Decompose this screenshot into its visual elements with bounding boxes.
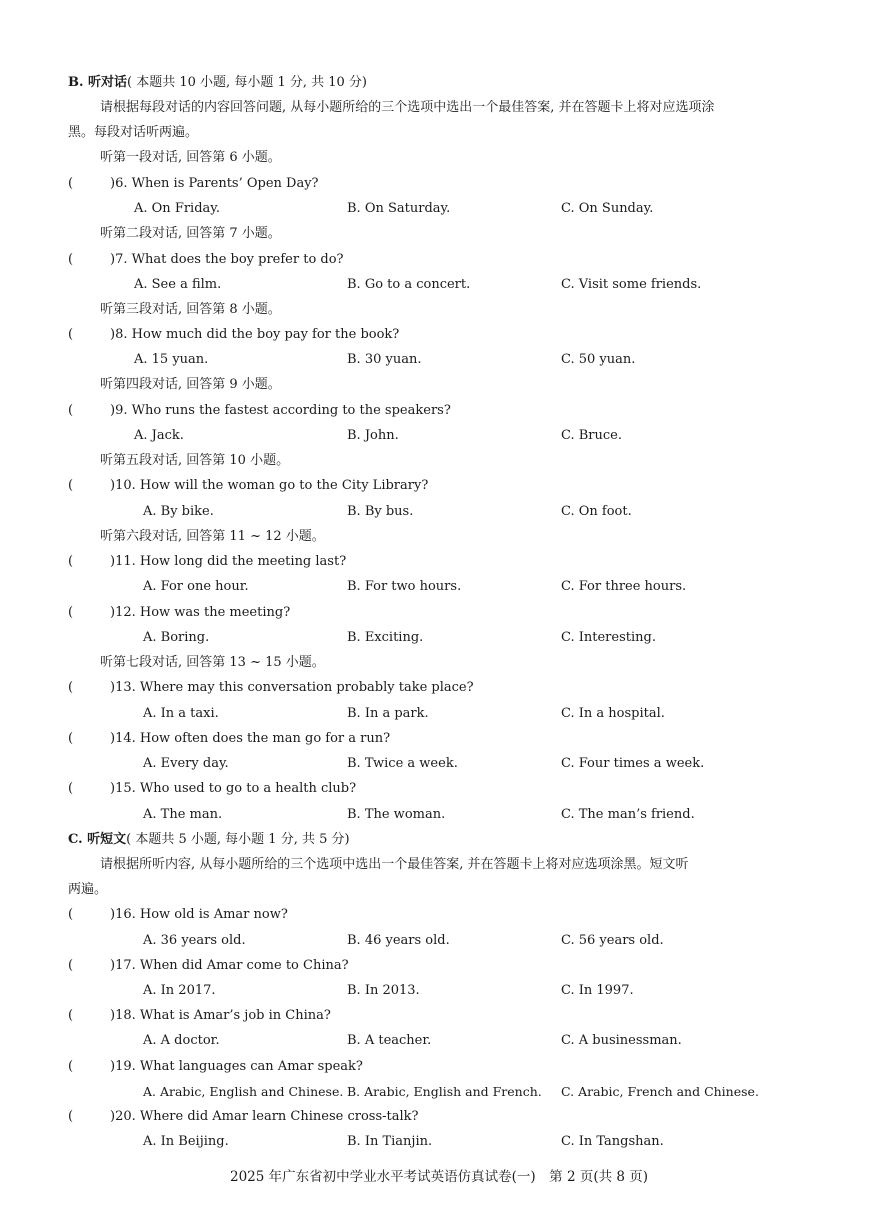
section-b-instruction-2: 黑。每段对话听两遍。 — [68, 125, 199, 140]
dialogue-intro: 听第一段对话, 回答第 6 小题。 — [100, 150, 281, 165]
option-c: C. On foot. — [561, 504, 632, 519]
option-b: B. Go to a concert. — [347, 277, 471, 292]
option-c: C. The man’s friend. — [561, 807, 695, 822]
question-text: )16. How old is Amar now? — [110, 907, 288, 922]
option-c: C. Bruce. — [561, 428, 622, 443]
question-text: )20. Where did Amar learn Chinese cross-talk? — [110, 1109, 419, 1124]
answer-bracket: ( — [68, 554, 74, 569]
answer-bracket: ( — [68, 1059, 74, 1074]
dialogue-intro: 听第五段对话, 回答第 10 小题。 — [100, 453, 290, 468]
section-c-instruction-2: 两遍。 — [68, 882, 108, 897]
answer-bracket: ( — [68, 731, 74, 746]
question-text: )8. How much did the boy pay for the book? — [110, 327, 400, 342]
option-b: B. John. — [347, 428, 399, 443]
answer-bracket: ( — [68, 605, 74, 620]
section-b-note: ( 本题共 10 小题, 每小题 1 分, 共 10 分) — [127, 75, 368, 90]
option-b: B. 30 yuan. — [347, 352, 422, 367]
option-c: C. In Tangshan. — [561, 1134, 664, 1149]
question-text: )6. When is Parents’ Open Day? — [110, 176, 319, 191]
question-text: )15. Who used to go to a health club? — [110, 781, 357, 796]
option-c: C. A businessman. — [561, 1033, 682, 1048]
dialogue-intro: 听第四段对话, 回答第 9 小题。 — [100, 377, 281, 392]
answer-bracket: ( — [68, 176, 74, 191]
option-c: C. Visit some friends. — [561, 277, 702, 292]
answer-bracket: ( — [68, 478, 74, 493]
option-c: C. Arabic, French and Chinese. — [561, 1084, 759, 1099]
answer-bracket: ( — [68, 327, 74, 342]
option-a: A. See a film. — [134, 277, 222, 292]
option-c: C. On Sunday. — [561, 201, 654, 216]
answer-bracket: ( — [68, 680, 74, 695]
option-a: A. Every day. — [143, 756, 229, 771]
option-c: C. 56 years old. — [561, 933, 664, 948]
option-b: B. A teacher. — [347, 1033, 432, 1048]
question-text: )19. What languages can Amar speak? — [110, 1059, 363, 1074]
question-text: )17. When did Amar come to China? — [110, 958, 349, 973]
option-b: B. 46 years old. — [347, 933, 450, 948]
question-text: )14. How often does the man go for a run? — [110, 731, 391, 746]
option-c: C. In a hospital. — [561, 706, 665, 721]
question-text: )12. How was the meeting? — [110, 605, 291, 620]
option-a: A. In Beijing. — [143, 1134, 229, 1149]
option-a: A. In 2017. — [143, 983, 216, 998]
question-text: )9. Who runs the fastest according to the speakers? — [110, 403, 451, 418]
option-b: B. The woman. — [347, 807, 446, 822]
option-b: B. Exciting. — [347, 630, 424, 645]
option-a: A. Boring. — [143, 630, 210, 645]
section-b-instruction-1: 请根据每段对话的内容回答问题, 从每小题所给的三个选项中选出一个最佳答案, 并在答题卡上将对应选项涂 — [100, 100, 715, 115]
section-c-note: ( 本题共 5 小题, 每小题 1 分, 共 5 分) — [126, 832, 350, 847]
section-c-instruction-1: 请根据所听内容, 从每小题所给的三个选项中选出一个最佳答案, 并在答题卡上将对应选项涂黑。短文听 — [100, 857, 689, 872]
option-c: C. In 1997. — [561, 983, 634, 998]
option-a: A. 36 years old. — [143, 933, 246, 948]
question-text: )13. Where may this conversation probably take place? — [110, 680, 474, 695]
option-b: B. On Saturday. — [347, 201, 451, 216]
option-c: C. Four times a week. — [561, 756, 705, 771]
question-text: )7. What does the boy prefer to do? — [110, 252, 344, 267]
option-a: A. In a taxi. — [143, 706, 219, 721]
answer-bracket: ( — [68, 252, 74, 267]
option-b: B. In a park. — [347, 706, 429, 721]
option-c: C. For three hours. — [561, 579, 687, 594]
question-text: )10. How will the woman go to the City Library? — [110, 478, 429, 493]
dialogue-intro: 听第二段对话, 回答第 7 小题。 — [100, 226, 281, 241]
answer-bracket: ( — [68, 958, 74, 973]
option-a: A. Jack. — [134, 428, 184, 443]
option-a: A. The man. — [143, 807, 223, 822]
option-a: A. 15 yuan. — [134, 352, 209, 367]
question-text: )11. How long did the meeting last? — [110, 554, 347, 569]
option-b: B. Arabic, English and French. — [347, 1084, 542, 1099]
option-b: B. By bus. — [347, 504, 414, 519]
option-b: B. In Tianjin. — [347, 1134, 433, 1149]
option-b: B. For two hours. — [347, 579, 462, 594]
option-a: A. Arabic, English and Chinese. — [143, 1084, 344, 1099]
section-b-heading — [68, 74, 367, 92]
option-a: A. On Friday. — [134, 201, 221, 216]
section-c-heading — [68, 831, 350, 849]
section-b-title: B. 听对话 — [68, 75, 128, 90]
answer-bracket: ( — [68, 781, 74, 796]
option-a: A. A doctor. — [143, 1033, 220, 1048]
dialogue-intro: 听第三段对话, 回答第 8 小题。 — [100, 302, 281, 317]
option-b: B. In 2013. — [347, 983, 420, 998]
answer-bracket: ( — [68, 907, 74, 922]
question-text: )18. What is Amar’s job in China? — [110, 1008, 331, 1023]
answer-bracket: ( — [68, 1008, 74, 1023]
answer-bracket: ( — [68, 403, 74, 418]
page-footer: 2025 年广东省初中学业水平考试英语仿真试卷(一) 第 2 页(共 8 页) — [230, 1169, 649, 1185]
section-c-title: C. 听短文 — [68, 832, 127, 847]
option-a: A. By bike. — [143, 504, 214, 519]
dialogue-intro: 听第七段对话, 回答第 13 ~ 15 小题。 — [100, 655, 325, 670]
dialogue-intro: 听第六段对话, 回答第 11 ~ 12 小题。 — [100, 529, 325, 544]
option-c: C. 50 yuan. — [561, 352, 636, 367]
option-b: B. Twice a week. — [347, 756, 458, 771]
option-a: A. For one hour. — [143, 579, 249, 594]
answer-bracket: ( — [68, 1109, 74, 1124]
option-c: C. Interesting. — [561, 630, 656, 645]
